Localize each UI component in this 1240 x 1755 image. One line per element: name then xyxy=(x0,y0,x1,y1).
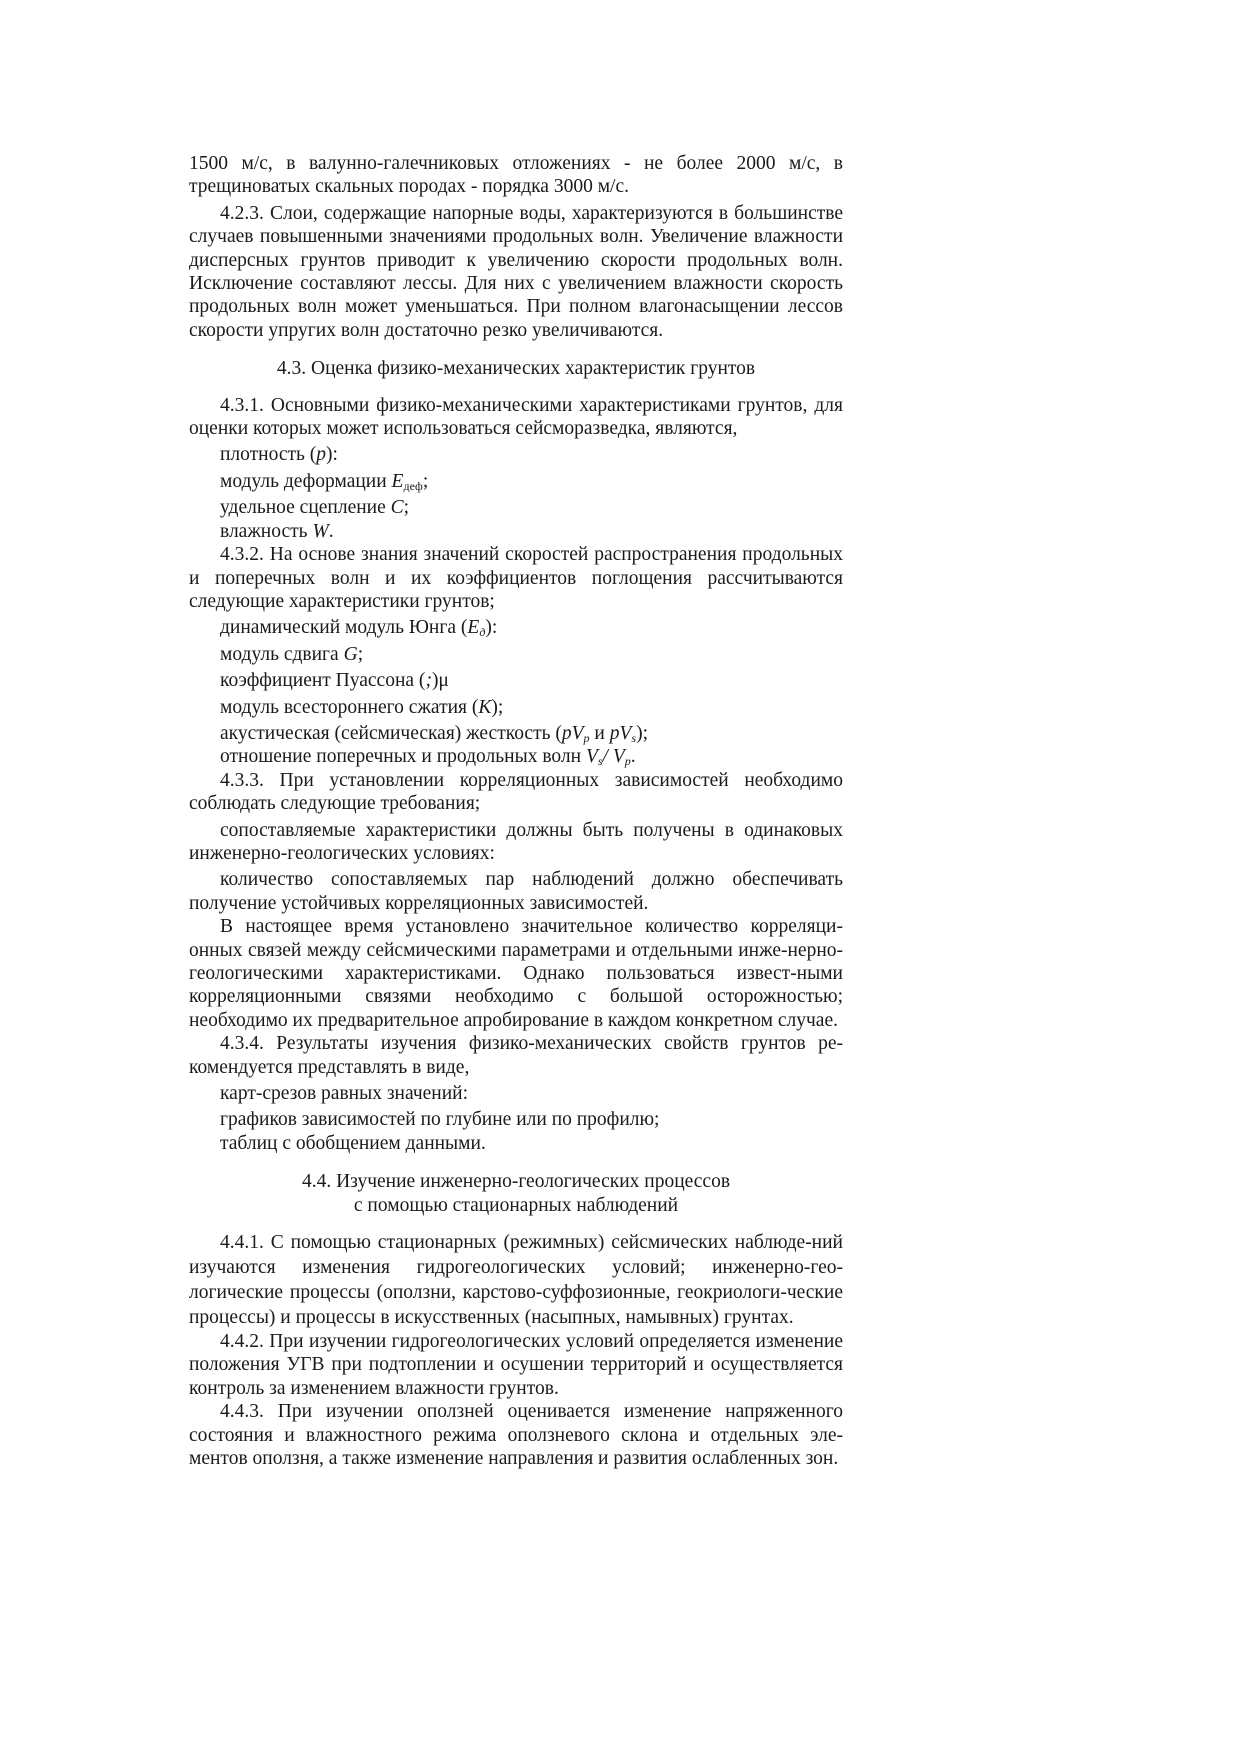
paragraph-4-3-2: 4.3.2. На основе знания значений скоростей распространения продольных и поперечных волн и их коэффициентов поглощения рассчитываются следующие характеристики грунтов; xyxy=(189,544,843,612)
paragraph-4-3-3-requirement-1: сопоставляемые характеристики должны быть получены в одинаковых инженерно-геологических условиях: xyxy=(189,819,843,864)
paragraph-velocity-limits: 1500 м/с, в валунно-галечниковых отложениях - не более 2000 м/с, в трещиноватых скальных породах - порядка 3000 м/с. xyxy=(189,153,843,198)
section-heading-4-4-line2: с помощью стационарных наблюдений xyxy=(353,1194,679,1216)
list-item-graphs: графиков зависимостей по глубине или по профилю; xyxy=(220,1109,660,1131)
section-heading-4-3: 4.3. Оценка физико-механических характеристик грунтов xyxy=(276,358,756,380)
list-item-acoustic-impedance: акустическая (сейсмическая) жесткость ($pV_p$ и $pV_s$); xyxy=(220,722,648,745)
paragraph-4-3-3: 4.3.3. При установлении корреляционных зависимостей необходимо соблюдать следующие требования; xyxy=(189,769,843,815)
paragraph-4-3-3-note: В настоящее время установлено значительное количество корреляци-онных связей между сейсмическими параметрами и отдельными инже-нерно-геологическими характеристиками. Однако пользоваться извест-ными корреляционными связями необходимо с большой осторожностью; необходимо их предварительное апробирование в каждом конкретном случае. xyxy=(189,916,843,1031)
list-item-poisson-ratio: коэффициент Пуассона (;)μ xyxy=(220,670,449,692)
paragraph-4-4-2: 4.4.2. При изучении гидрогеологических условий определяется изменение положения УГВ при подтоплении и осушении территорий и осуществляется контроль за изменением влажности грунтов. xyxy=(189,1331,843,1399)
paragraph-4-3-4: 4.3.4. Результаты изучения физико-механических свойств грунтов ре-комендуется представлять в виде, xyxy=(189,1033,843,1078)
list-item-tables: таблиц с обобщением данными. xyxy=(220,1132,486,1154)
paragraph-4-3-3-requirement-2: количество сопоставляемых пар наблюдений должно обеспечивать получение устойчивых корреляционных зависимостей. xyxy=(189,869,843,914)
paragraph-4-3-1: 4.3.1. Основными физико-механическими характеристиками грунтов, для оценки которых может использоваться сейсморазведка, являются, xyxy=(189,394,843,440)
list-item-velocity-ratio: отношение поперечных и продольных волн $V_s/$ $V_p$. xyxy=(220,746,636,769)
paragraph-4-2-3: 4.2.3. Слои, содержащие напорные воды, характеризуются в большинстве случаев повышенными значениями продольных волн. Увеличение влажности дисперсных грунтов приводит к увеличению скорости продольных волн. Исключение составляют лессы. Для них с увеличением влажности скорость продольных волн может уменьшаться. При полном влагонасыщении лессов скорости упругих волн достаточно резко увеличиваются. xyxy=(189,202,843,341)
list-item-young-modulus: динамический модуль Юнга $(E_д)$: xyxy=(220,617,498,640)
list-item-density: плотность (p): xyxy=(220,444,338,466)
list-item-shear-modulus: модуль сдвига G; xyxy=(220,643,364,665)
list-item-cohesion: удельное сцепление C; xyxy=(220,497,410,519)
list-item-deformation-modulus: модуль деформации $E_{деф}$; xyxy=(220,470,429,493)
paragraph-4-4-1: 4.4.1. С помощью стационарных (режимных) сейсмических наблюде-ний изучаются изменения гидрогеологических условий; инженерно-гео-логические процессы (оползни, карстово-суффозионные, геокриологи-ческие процессы) и процессы в искусственных (насыпных, намывных) грунтах. xyxy=(189,1232,843,1329)
list-item-maps: карт-срезов равных значений: xyxy=(220,1083,469,1105)
list-item-bulk-modulus: модуль всестороннего сжатия (K); xyxy=(220,696,504,718)
list-item-moisture: влажность W. xyxy=(220,520,334,542)
section-heading-4-4-line1: 4.4. Изучение инженерно-геологических процессов xyxy=(301,1171,731,1193)
section-heading-4-4 xyxy=(189,1170,843,1217)
document-page xyxy=(189,152,843,1471)
paragraph-4-4-3: 4.4.3. При изучении оползней оценивается изменение напряженного состояния и влажностного режима оползневого склона и отдельных эле-ментов оползня, а также изменение направления и развития ослабленных зон. xyxy=(189,1401,843,1470)
